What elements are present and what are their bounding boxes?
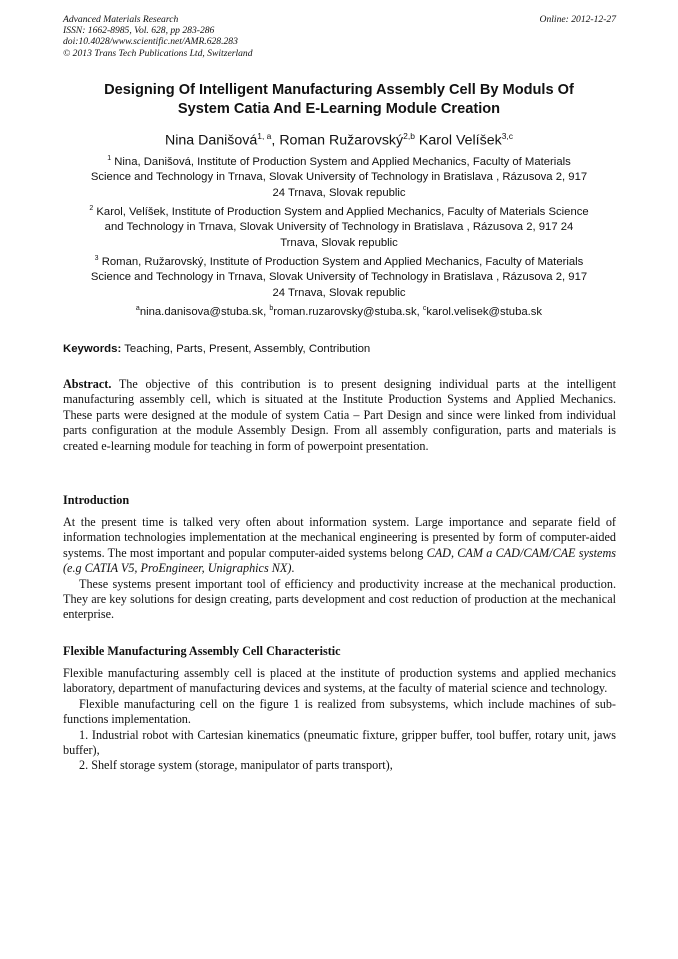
doi-line: doi:10.4028/www.scientific.net/AMR.628.283 (63, 36, 238, 48)
abstract-text: The objective of this contribution is to present designing individual parts at the intelligent manufacturing assembly cell, which is situated at the Institute Production Systems and Applied Mechanics. These parts were designed at the module of system Catia – Part Design and since were linked from individual parts configuration at the module Assembly Design. From all assembly configuration, parts and materials is created e-learning module for teaching in form of powerpoint presentation. (63, 377, 616, 453)
affiliation-2-line-1: Karol, Velíšek, Institute of Production System and Applied Mechanics, Faculty of Materials Science (96, 206, 589, 218)
affiliation-3-line-1: Roman, Ružarovský, Institute of Production System and Applied Mechanics, Faculty of Materials (101, 256, 584, 268)
email-c: karol.velisek@stuba.sk (426, 306, 543, 318)
author-1-sup: 1, a (257, 131, 272, 141)
introduction-paragraph-1 (63, 515, 616, 577)
flexible-paragraph-2: Flexible manufacturing cell on the figure 1 is realized from subsystems, which include machines of sub-functions implementation. (63, 696, 616, 727)
journal-name: Advanced Materials Research (63, 14, 179, 25)
issn-line: ISSN: 1662-8985, Vol. 628, pp 283-286 (63, 25, 215, 37)
email-c-sup: c (422, 305, 427, 312)
copyright-line: © 2013 Trans Tech Publications Ltd, Switzerland (63, 47, 253, 59)
author-list: Nina Danišová$^{1, a}$, Roman Ružarovský$^{2,b}$ Karol Velíšek$^{3,c}$ (164, 131, 514, 149)
email-b: roman.ruzarovsky@stuba.sk, (273, 306, 423, 318)
email-a: nina.danisova@stuba.sk, (139, 306, 270, 318)
flexible-cell-heading: Flexible Manufacturing Assembly Cell Characteristic (63, 644, 341, 658)
affiliation-2-line-3: Trnava, Slovak republic (280, 236, 398, 249)
email-a-sup: a (135, 305, 140, 312)
introduction-p1-italic: CAD, CAM a CAD/CAM/CAE systems (e.g CATIA V5, ProEngineer, Unigraphics NX) (63, 545, 616, 576)
introduction-p1-text: At the present time is talked very often about information system. Large importance and separate field of information technologies implementation at the mechanical engineering is presented by form of computer-aided systems. The most important and popular computer-aided systems belong (63, 515, 616, 560)
journal-header (63, 14, 616, 59)
abstract-label: Abstract. (63, 377, 112, 391)
introduction-heading: Introduction (63, 493, 130, 507)
author-3: Karol Velíšek (418, 132, 502, 149)
author-1: Nina Danišová (164, 132, 258, 149)
affiliation-3-num: 3 (94, 255, 99, 262)
author-3-sup: 3,c (501, 131, 514, 141)
paper-title (60, 81, 618, 119)
affiliation-1-num: 1 (107, 155, 112, 162)
subsystem-item-2: 2. Shelf storage system (storage, manipulator of parts transport), (79, 758, 393, 773)
affiliation-2-line-2: and Technology in Trnava, Slovak University of Technology in Bratislava , Rázusova 2, 917 24 (104, 221, 574, 234)
author-2-sup: 2,b (403, 131, 415, 141)
subsystem-item-1: 1. Industrial robot with Cartesian kinematics (pneumatic fixture, gripper buffer, tool buffer, rotary unit, jaws buffer), (63, 727, 616, 758)
introduction-paragraph-2: These systems present important tool of efficiency and productivity increase at the mechanical production. They are key solutions for design creating, parts development and cost reduction of production at the mechanical enterprise. (63, 576, 616, 622)
keywords-label: Keywords: (63, 343, 122, 355)
affiliation-1 (60, 155, 618, 201)
online-date: Online: 2012-12-27 (539, 14, 616, 25)
title-line-2: System Catia And E-Learning Module Creation (177, 101, 501, 117)
affiliation-3-line-2: Science and Technology in Trnava, Slovak University of Technology in Bratislava , Rázusova 2, 917 (90, 271, 588, 284)
author-2: Roman Ružarovský (279, 132, 404, 149)
introduction-p1-end: . (291, 561, 295, 576)
keywords-text: Teaching, Parts, Present, Assembly, Contribution (121, 343, 371, 355)
author-emails (60, 305, 618, 320)
affiliation-1-line-1: Nina, Danišová, Institute of Production System and Applied Mechanics, Faculty of Materials (114, 156, 571, 168)
keywords (63, 342, 616, 356)
flexible-cell-body (63, 666, 616, 774)
email-b-sup: b (269, 305, 274, 312)
abstract (63, 377, 616, 454)
title-line-1: Designing Of Intelligent Manufacturing Assembly Cell By Moduls Of (104, 82, 574, 98)
affiliation-3-line-3: 24 Trnava, Slovak republic (272, 286, 406, 299)
affiliation-1-line-2: Science and Technology in Trnava, Slovak University of Technology in Bratislava , Rázusova 2, 917 (90, 171, 588, 184)
affiliation-1-line-3: 24 Trnava, Slovak republic (272, 186, 406, 199)
affiliation-2-num: 2 (89, 205, 94, 212)
affiliation-2 (60, 205, 618, 251)
introduction-body (63, 515, 616, 623)
flexible-paragraph-1: Flexible manufacturing assembly cell is placed at the institute of production systems and applied mechanics laboratory, department of manufacturing devices and systems, at the faculty of material science and technology. (63, 666, 616, 696)
affiliation-3 (60, 255, 618, 301)
